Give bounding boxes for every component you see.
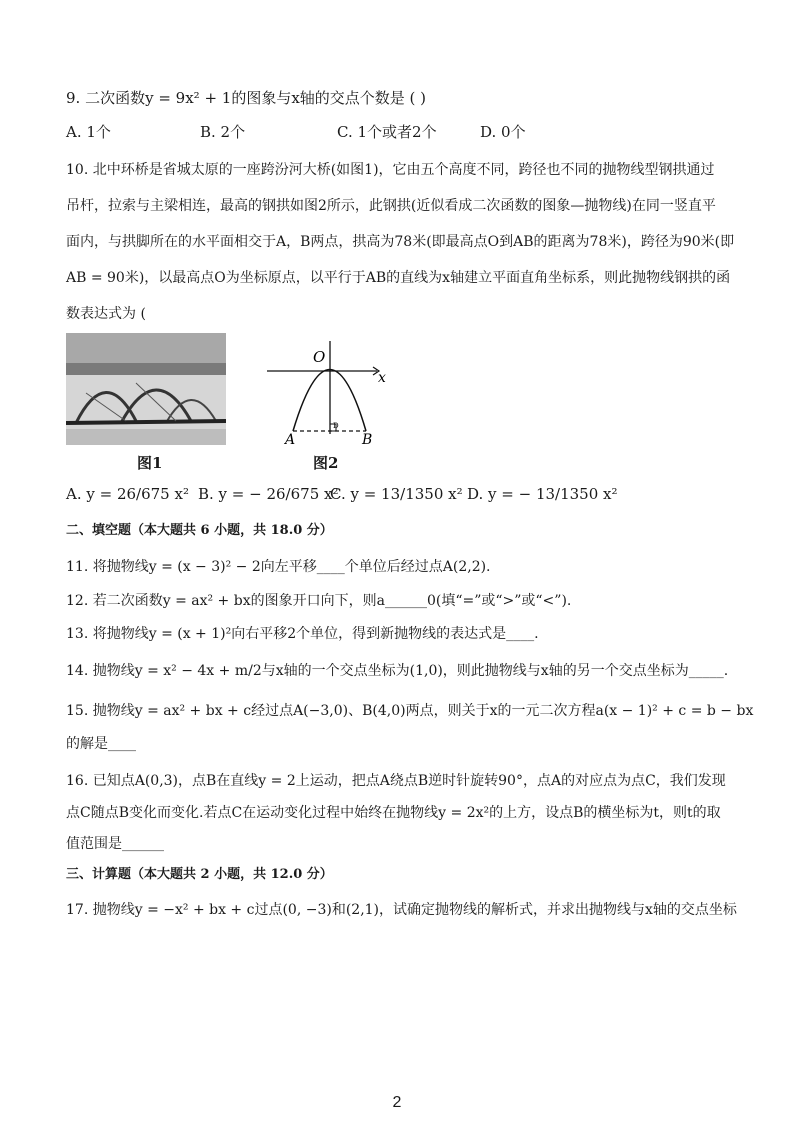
bridge-photo-drawing [66, 333, 226, 445]
q9-option-d: D. 0个 [480, 123, 526, 141]
q10-line-2: 吊杆，拉索与主梁相连，最高的钢拱如图2所示，此钢拱(近似看成二次函数的图象—抛物线)在同一竖直平 [66, 198, 716, 214]
figure2-caption: 图2 [313, 454, 339, 472]
origin-label: O [313, 348, 326, 366]
q9-option-a: A. 1个 [66, 123, 111, 141]
q10-option-c: C. y = 13/1350 x² [330, 485, 463, 503]
q16-line-3: 值范围是______ [66, 836, 164, 852]
q17-text: 17. 抛物线y = −x² + bx + c过点(0, −3)和(2,1)，试确定抛物线的解析式，并求出抛物线与x轴的交点坐标 [66, 902, 737, 918]
q16-line-1: 16. 已知点A(0,3)，点B在直线y = 2上运动，把点A绕点B逆时针旋转90°，点A的对应点为点C，我们发现 [66, 773, 726, 789]
q9-text: 9. 二次函数y = 9x² + 1的图象与x轴的交点个数是 ( ) [66, 89, 427, 107]
q10-option-b: B. y = − 26/675 x² [198, 485, 339, 503]
q10-line-5: 数表达式为 ( [66, 306, 146, 322]
figure2-parabola [262, 338, 392, 448]
point-b-label: B [362, 432, 373, 448]
q10-option-a: A. y = 26/675 x² [66, 485, 189, 503]
figure1-photo [66, 333, 226, 445]
q10-option-d: D. y = − 13/1350 x² [467, 485, 618, 503]
figure1-caption: 图1 [137, 454, 163, 472]
q9-option-b: B. 2个 [200, 123, 246, 141]
q16-line-2: 点C随点B变化而变化.若点C在运动变化过程中始终在抛物线y = 2x²的上方，设点B的横坐标为t，则t的取 [66, 805, 721, 821]
point-d-label: D [333, 422, 339, 430]
q10-line-4: AB = 90米)，以最高点O为坐标原点，以平行于AB的直线为x轴建立平面直角坐标系，则此抛物线钢拱的函 [66, 270, 731, 286]
q10-line-1: 10. 北中环桥是省城太原的一座跨汾河大桥(如图1)，它由五个高度不同，跨径也不同的抛物线型钢拱通过 [66, 162, 715, 178]
q15-line-1: 15. 抛物线y = ax² + bx + c经过点A(−3,0)、B(4,0)两点，则关于x的一元二次方程a(x − 1)² + c = b − bx [66, 703, 754, 719]
q14-text: 14. 抛物线y = x² − 4x + m/2与x轴的一个交点坐标为(1,0)，则此抛物线与x轴的另一个交点坐标为_____. [66, 663, 729, 679]
q12-text: 12. 若二次函数y = ax² + bx的图象开口向下，则a______0(填“=”或“>”或“<”). [66, 593, 572, 609]
q9-option-c: C. 1个或者2个 [337, 123, 437, 141]
q15-line-2: 的解是____ [66, 736, 136, 752]
point-a-label: A [285, 432, 296, 448]
q11-text: 11. 将抛物线y = (x − 3)² − 2向左平移____个单位后经过点A(2,2). [66, 559, 491, 575]
section3-title: 三、计算题（本大题共 2 小题，共 12.0 分） [66, 867, 333, 882]
q13-text: 13. 将抛物线y = (x + 1)²向右平移2个单位，得到新抛物线的表达式是____. [66, 626, 539, 642]
q10-line-3: 面内，与拱脚所在的水平面相交于A，B两点，拱高为78米(即最高点O到AB的距离为78米)，跨径为90米(即 [66, 234, 735, 250]
page-number: 2 [392, 1094, 402, 1111]
section2-title: 二、填空题（本大题共 6 小题，共 18.0 分） [66, 523, 333, 538]
x-axis-label: x [378, 370, 386, 386]
